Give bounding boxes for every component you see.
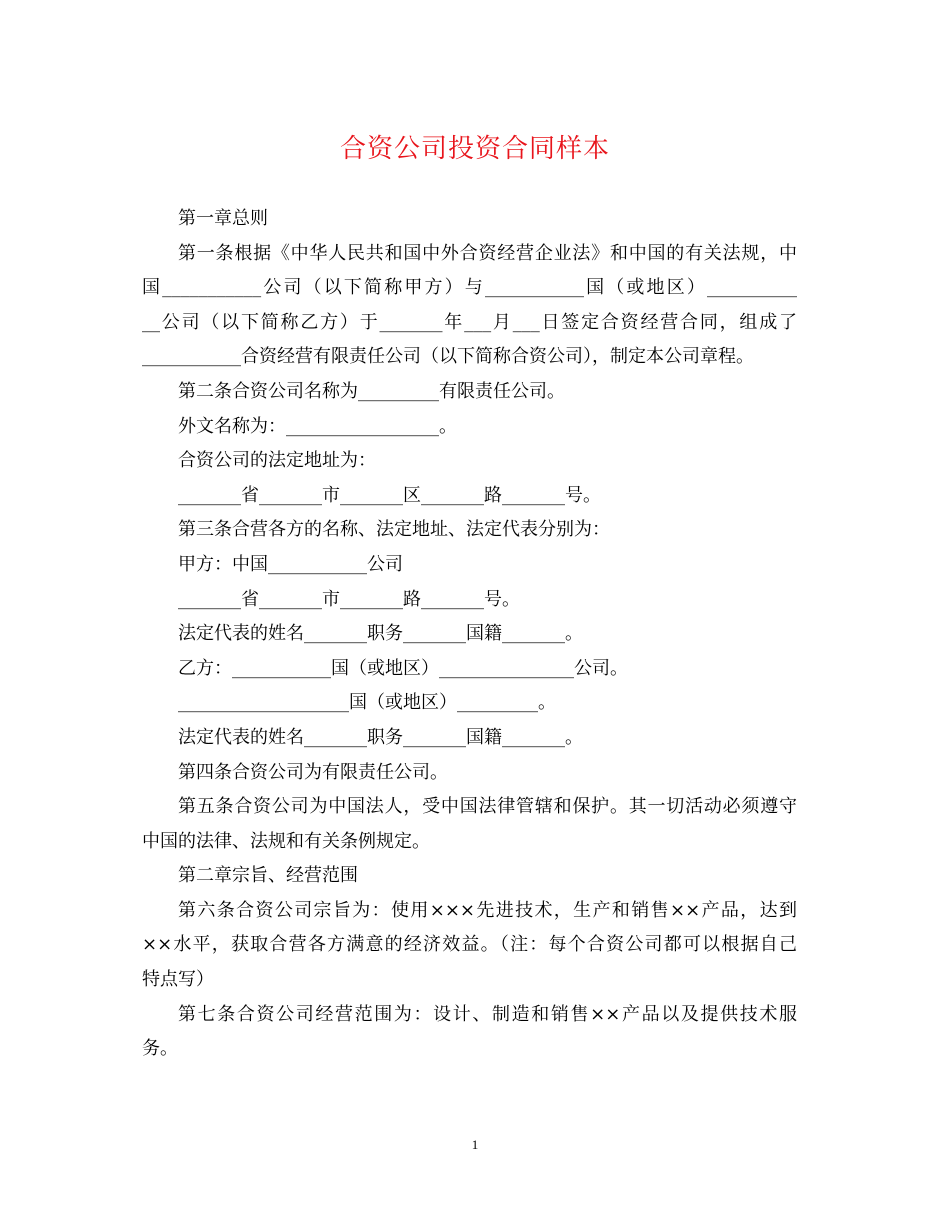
- paragraph-line: 中国的法律、法规和有关条例规定。: [142, 830, 430, 852]
- paragraph-line: 第三条合营各方的名称、法定地址、法定代表分别为：: [178, 519, 610, 541]
- paragraph-line: 第七条合资公司经营范围为：设计、制造和销售××产品以及提供技术服: [178, 1003, 797, 1025]
- paragraph-line: 务。: [142, 1038, 178, 1060]
- page-number: 1: [471, 1137, 479, 1152]
- paragraph-line: _______省_______市_______区_______路_______号。: [178, 484, 601, 506]
- paragraph-line: _______省_______市_______路_______号。: [178, 588, 520, 610]
- paragraph-line: ___________合资经营有限责任公司（以下简称合资公司），制定本公司章程。: [142, 346, 754, 368]
- paragraph-line: 法定代表的姓名_______职务_______国籍_______。: [178, 726, 583, 748]
- paragraph-line: __公司（以下简称乙方）于_______年___月___日签定合资经营合同，组成了: [142, 311, 797, 333]
- document-body: [142, 202, 797, 1067]
- paragraph-line: 国___________公司（以下简称甲方）与___________国（或地区）__________: [142, 277, 797, 299]
- paragraph-line: ××水平，获取合营各方满意的经济效益。（注：每个合资公司都可以根据自己: [142, 934, 797, 956]
- paragraph-line: 第四条合资公司为有限责任公司。: [178, 761, 448, 783]
- paragraph-line: 第六条合资公司宗旨为：使用×××先进技术，生产和销售××产品，达到: [178, 899, 797, 921]
- document-title: 合资公司投资合同样本: [339, 134, 610, 164]
- paragraph-line: 第五条合资公司为中国法人，受中国法律管辖和保护。其一切活动必须遵守: [178, 796, 797, 818]
- paragraph-line: 外文名称为：_________________。: [178, 415, 457, 437]
- paragraph-line: 第二条合资公司名称为_________有限责任公司。: [178, 380, 565, 402]
- paragraph-line: 乙方：___________国（或地区）_______________公司。: [178, 657, 628, 679]
- paragraph-line: 特点写）: [142, 969, 214, 991]
- chapter-heading: 第一章总则: [178, 208, 268, 229]
- paragraph-line: 法定代表的姓名_______职务_______国籍_______。: [178, 623, 583, 645]
- paragraph-line: 合资公司的法定地址为：: [178, 450, 376, 472]
- paragraph-line: 甲方：中国___________公司: [178, 553, 403, 575]
- paragraph-line: 第一条根据《中华人民共和国中外合资经营企业法》和中国的有关法规，中: [178, 242, 797, 264]
- paragraph-line: ___________________国（或地区）_________。: [178, 692, 556, 714]
- chapter-heading: 第二章宗旨、经营范围: [178, 865, 358, 887]
